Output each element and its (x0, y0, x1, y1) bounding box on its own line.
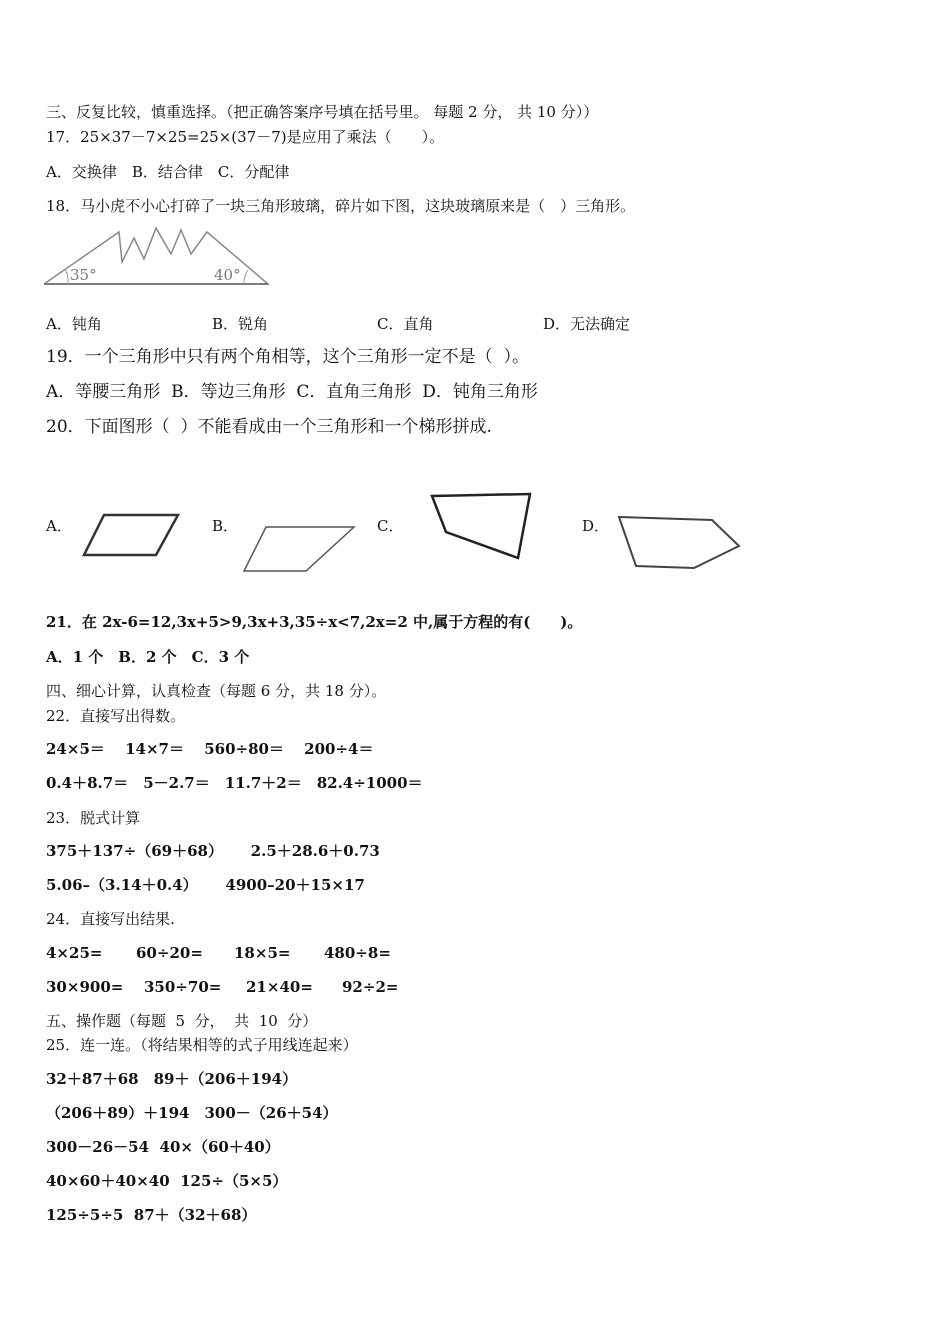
q20-label-a: A． (46, 517, 72, 535)
q24-item: 30×900= (46, 978, 124, 996)
q20-shape-c-quadrilateral (428, 490, 538, 566)
q20-shape-b-parallelogram (240, 522, 360, 576)
q25-title: 25．连一连。（将结果相等的式子用线连起来） (46, 1036, 358, 1054)
q21-text: 21．在 2x-6=12,3x+5>9,3x+3,35÷x<7,2x=2 中,属于方程的有( )。 (46, 613, 583, 631)
angle-label-left: 35° (70, 266, 97, 284)
q19-options: A．等腰三角形 B．等边三角形 C．直角三角形 D．钝角三角形 (46, 382, 538, 402)
q20-label-b: B． (212, 517, 239, 535)
q24-item: 4×25= (46, 944, 103, 962)
q22-row-2: 0.4＋8.7＝ 5－2.7＝ 11.7＋2＝ 82.4÷1000＝ (46, 774, 423, 792)
q25-row: 32＋87＋68 89＋（206＋194） (46, 1070, 298, 1088)
section3-heading: 三、反复比较，慎重选择。（把正确答案序号填在括号里。 每题 2 分， 共 10 分）） (46, 103, 599, 121)
angle-label-right: 40° (214, 266, 241, 284)
q24-item: 18×5= (234, 944, 291, 962)
q24-item: 350÷70= (144, 978, 222, 996)
q19-text: 19．一个三角形中只有两个角相等，这个三角形一定不是（ ）。 (46, 347, 529, 367)
q24-item: 21×40= (246, 978, 313, 996)
q17-text: 17．25×37－7×25=25×(37－7)是应用了乘法（ ）。 (46, 128, 445, 146)
q24-item: 92÷2= (342, 978, 399, 996)
q17-options: A．交换律 B．结合律 C．分配律 (46, 163, 290, 181)
q24-title: 24．直接写出结果. (46, 910, 175, 928)
q18-option-a: A．钝角 (46, 315, 102, 333)
q24-item: 480÷8= (324, 944, 391, 962)
section4-heading: 四、细心计算，认真检查（每题 6 分，共 18 分）。 (46, 682, 387, 700)
q25-row: 300－26－54 40×（60＋40） (46, 1138, 280, 1156)
q23-row-2: 5.06–（3.14＋0.4） 4900–20＋15×17 (46, 876, 365, 894)
q18-text: 18．马小虎不小心打碎了一块三角形玻璃，碎片如下图，这块玻璃原来是（ ）三角形。 (46, 197, 636, 215)
q22-title: 22．直接写出得数。 (46, 707, 186, 725)
q20-label-c: C． (377, 517, 404, 535)
q25-row: 40×60＋40×40 125÷（5×5） (46, 1172, 288, 1190)
q23-row-1: 375＋137÷（69＋68） 2.5＋28.6＋0.73 (46, 842, 380, 860)
q18-option-d: D．无法确定 (543, 315, 631, 333)
q23-title: 23．脱式计算 (46, 809, 141, 827)
q25-row: （206＋89）＋194 300－（26＋54） (46, 1104, 338, 1122)
q21-options: A．1 个 B．2 个 C．3 个 (46, 648, 250, 666)
q20-text: 20．下面图形（ ）不能看成由一个三角形和一个梯形拼成. (46, 417, 492, 437)
broken-glass-triangle-figure (44, 224, 272, 288)
q18-option-c: C．直角 (377, 315, 434, 333)
q24-item: 60÷20= (136, 944, 203, 962)
q20-label-d: D． (582, 517, 610, 535)
q22-row-1: 24×5＝ 14×7＝ 560÷80＝ 200÷4＝ (46, 740, 374, 758)
section5-heading: 五、操作题（每题 5 分， 共 10 分） (46, 1012, 318, 1030)
q20-shape-d-pentagon (614, 512, 744, 572)
q18-option-b: B．锐角 (212, 315, 269, 333)
q25-row: 125÷5÷5 87＋（32＋68） (46, 1206, 257, 1224)
q20-shape-a-parallelogram (80, 510, 184, 560)
